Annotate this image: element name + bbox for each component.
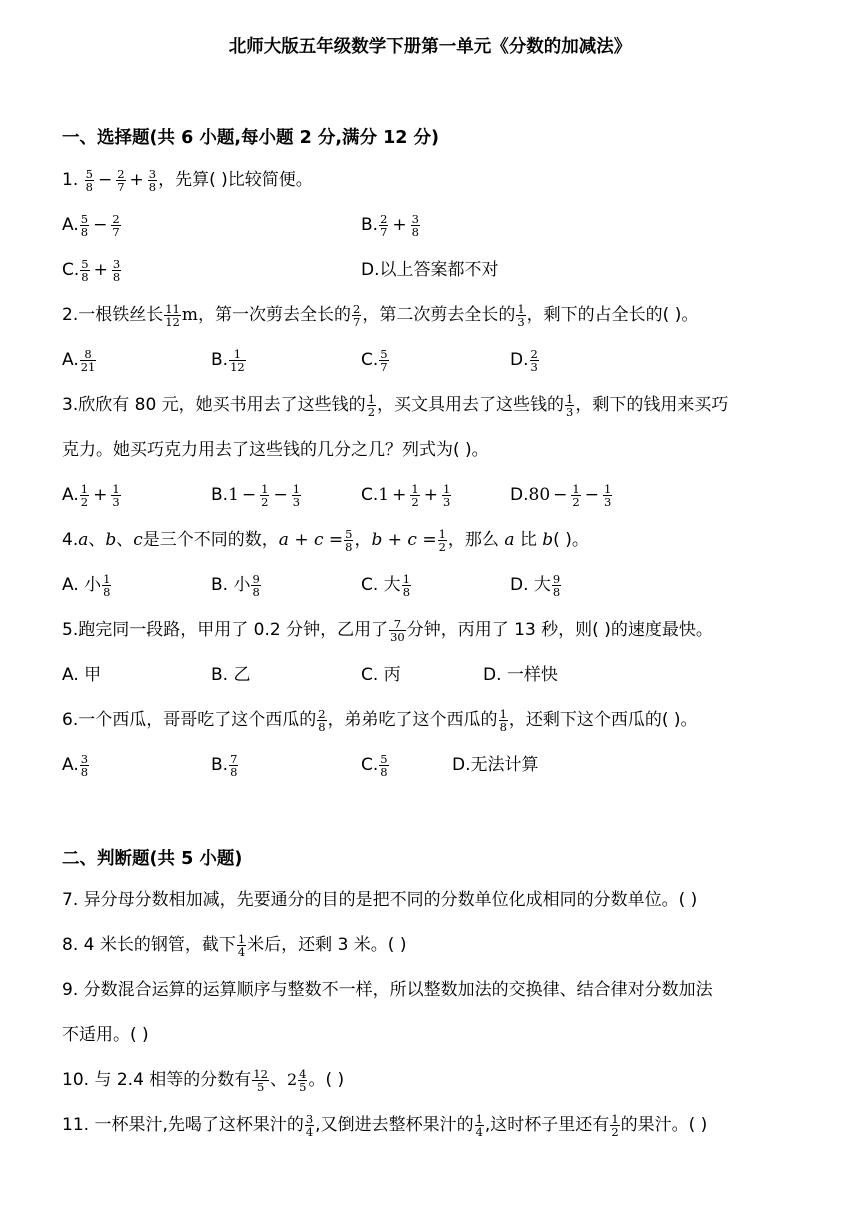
question-9-line-2: 不适用。( ) xyxy=(62,1025,149,1045)
question-9: 9. 分数混合运算的运算顺序与整数不一样，所以整数加法的交换律、结合律对分数加法 xyxy=(62,980,713,1000)
q1-option-d: D.以上答案都不对 xyxy=(361,260,499,280)
question-10: 10. 与 2.4 相等的分数有 $\frac{12}{5}$ 、2 $\frac{4}{5}$ 。( ) xyxy=(62,1066,345,1094)
q4-option-b: B. 小 $\frac{9}{8}$ xyxy=(211,571,260,599)
page-title: 北师大版五年级数学下册第一单元《分数的加减法》 xyxy=(228,37,632,57)
q5-option-d: D. 一样快 xyxy=(483,665,558,685)
section-heading-choice: 一、选择题(共 6 小题,每小题 2 分,满分 12 分) xyxy=(62,128,440,148)
q5-option-c: C. 丙 xyxy=(361,665,401,685)
q1-option-b: B. $\frac{2}{7}$ + $\frac{3}{8}$ xyxy=(361,211,419,239)
q6-option-a: A. $\frac{3}{8}$ xyxy=(62,751,89,779)
q4-option-d: D. 大 $\frac{9}{8}$ xyxy=(510,571,561,599)
question-2: 2.一根铁丝长 $\frac{11}{12}$ m，第一次剪去全长的 $\frac{2}{7}$ ，第二次剪去全长的 $\frac{1}{3}$ ，剩下的占全长的( )。 xyxy=(62,301,699,329)
q4-option-c: C. 大 $\frac{1}{8}$ xyxy=(361,571,411,599)
q6-option-d: D.无法计算 xyxy=(452,755,539,775)
question-1: 1. $\frac{5}{8}$ − $\frac{2}{7}$ + $\frac{3}{8}$ ，先算( )比较简便。 xyxy=(62,166,313,194)
q1-option-c: C. $\frac{5}{8}$ + $\frac{3}{8}$ xyxy=(62,256,121,284)
fraction: $\frac{3}{8}$ xyxy=(148,166,157,194)
question-4: 4.a、b、c是三个不同的数，a + c = $\frac{5}{8}$ ，b + c = $\frac{1}{2}$ ，那么 a 比 b( )。 xyxy=(62,526,589,554)
q3-option-d: D.80 − $\frac{1}{2}$ − $\frac{1}{3}$ xyxy=(510,481,612,509)
q5-option-a: A. 甲 xyxy=(62,665,102,685)
q2-option-c: C. $\frac{5}{7}$ xyxy=(361,346,388,374)
question-11: 11. 一杯果汁,先喝了这杯果汁的 $\frac{3}{4}$ ,又倒进去整杯果汁的 $\frac{1}{4}$ ,这时杯子里还有 $\frac{1}{2}$ 的果汁。( ) xyxy=(62,1111,708,1139)
q2-option-d: D. $\frac{2}{3}$ xyxy=(510,346,538,374)
question-3-line-2: 克力。她买巧克力用去了这些钱的几分之几？列式为( )。 xyxy=(62,440,489,460)
q6-option-b: B. $\frac{7}{8}$ xyxy=(211,751,238,779)
q6-option-c: C. $\frac{5}{8}$ xyxy=(361,751,388,779)
fraction: $\frac{2}{7}$ xyxy=(117,166,125,194)
q3-option-c: C.1 + $\frac{1}{2}$ + $\frac{1}{3}$ xyxy=(361,481,451,509)
question-8: 8. 4 米长的钢管，截下 $\frac{1}{4}$ 米后，还剩 3 米。( ) xyxy=(62,931,407,959)
question-6: 6.一个西瓜，哥哥吃了这个西瓜的 $\frac{2}{8}$ ，弟弟吃了这个西瓜的 $\frac{1}{8}$ ，还剩下这个西瓜的( )。 xyxy=(62,706,698,734)
question-7: 7. 异分母分数相加减，先要通分的目的是把不同的分数单位化成相同的分数单位。( ) xyxy=(62,890,698,910)
q5-option-b: B. 乙 xyxy=(211,665,251,685)
question-5: 5.跑完同一段路，甲用了 0.2 分钟，乙用了 $\frac{7}{30}$ 分钟，丙用了 13 秒，则( )的速度最快。 xyxy=(62,616,713,644)
q3-option-a: A. $\frac{1}{2}$ + $\frac{1}{3}$ xyxy=(62,481,120,509)
q3-option-b: B.1 − $\frac{1}{2}$ − $\frac{1}{3}$ xyxy=(211,481,301,509)
question-3: 3.欣欣有 80 元，她买书用去了这些钱的 $\frac{1}{2}$ ，买文具用去了这些钱的 $\frac{1}{3}$ ，剩下的钱用来买巧 xyxy=(62,391,729,419)
section-heading-judge: 二、判断题(共 5 小题) xyxy=(62,849,243,869)
fraction: $\frac{5}{8}$ xyxy=(85,166,93,194)
question-number: 1. xyxy=(62,170,79,190)
question-text: ，先算( )比较简便。 xyxy=(158,170,313,190)
q4-option-a: A. 小 $\frac{1}{8}$ xyxy=(62,571,111,599)
q2-option-a: A. $\frac{8}{21}$ xyxy=(62,346,96,374)
q1-option-a: A. $\frac{5}{8}$ − $\frac{2}{7}$ xyxy=(62,211,120,239)
q2-option-b: B. $\frac{1}{12}$ xyxy=(211,346,245,374)
